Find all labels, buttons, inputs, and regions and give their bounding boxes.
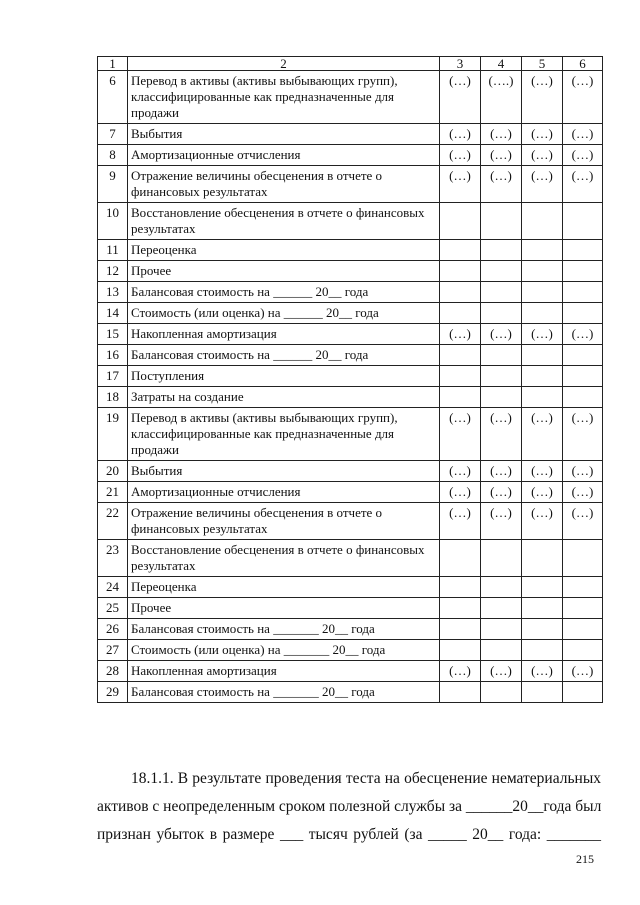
header-cell: 4 bbox=[481, 57, 522, 71]
table-row bbox=[98, 145, 603, 166]
value-cell: (…) bbox=[440, 408, 481, 461]
row-label: Стоимость (или оценка) на _______ 20__ года bbox=[128, 640, 440, 661]
row-label: Затраты на создание bbox=[128, 387, 440, 408]
table-row bbox=[98, 640, 603, 661]
value-cell bbox=[563, 282, 603, 303]
row-label: Перевод в активы (активы выбывающих групп), классифицированные как предназначенные для продажи bbox=[128, 71, 440, 124]
row-number: 26 bbox=[98, 619, 128, 640]
table-row bbox=[98, 282, 603, 303]
value-cell: (…) bbox=[481, 408, 522, 461]
value-cell: (….) bbox=[481, 71, 522, 124]
row-label: Стоимость (или оценка) на ______ 20__ года bbox=[128, 303, 440, 324]
value-cell bbox=[522, 640, 563, 661]
value-cell bbox=[563, 640, 603, 661]
row-number: 7 bbox=[98, 124, 128, 145]
intangible-assets-table bbox=[97, 56, 603, 703]
row-number: 24 bbox=[98, 577, 128, 598]
value-cell bbox=[440, 640, 481, 661]
value-cell bbox=[481, 682, 522, 703]
value-cell: (…) bbox=[522, 503, 563, 540]
value-cell: (…) bbox=[481, 461, 522, 482]
value-cell bbox=[481, 203, 522, 240]
row-number: 6 bbox=[98, 71, 128, 124]
value-cell bbox=[522, 366, 563, 387]
value-cell bbox=[481, 598, 522, 619]
row-number: 12 bbox=[98, 261, 128, 282]
row-label: Восстановление обесценения в отчете о финансовых результатах bbox=[128, 203, 440, 240]
header-cell: 5 bbox=[522, 57, 563, 71]
value-cell bbox=[522, 598, 563, 619]
value-cell bbox=[563, 240, 603, 261]
row-label: Накопленная амортизация bbox=[128, 324, 440, 345]
value-cell: (…) bbox=[522, 324, 563, 345]
table-row bbox=[98, 166, 603, 203]
value-cell bbox=[522, 261, 563, 282]
row-label: Отражение величины обесценения в отчете о финансовых результатах bbox=[128, 166, 440, 203]
value-cell bbox=[522, 303, 563, 324]
table-row bbox=[98, 540, 603, 577]
value-cell bbox=[440, 203, 481, 240]
row-label: Балансовая стоимость на ______ 20__ года bbox=[128, 282, 440, 303]
value-cell: (…) bbox=[481, 166, 522, 203]
row-label: Поступления bbox=[128, 366, 440, 387]
row-number: 27 bbox=[98, 640, 128, 661]
table-row bbox=[98, 482, 603, 503]
value-cell: (…) bbox=[440, 503, 481, 540]
value-cell: (…) bbox=[563, 71, 603, 124]
row-number: 23 bbox=[98, 540, 128, 577]
value-cell bbox=[563, 366, 603, 387]
value-cell: (…) bbox=[563, 661, 603, 682]
row-number: 20 bbox=[98, 461, 128, 482]
value-cell: (…) bbox=[440, 166, 481, 203]
value-cell bbox=[563, 577, 603, 598]
value-cell bbox=[563, 203, 603, 240]
value-cell: (…) bbox=[481, 503, 522, 540]
value-cell bbox=[440, 345, 481, 366]
value-cell bbox=[522, 240, 563, 261]
table-row bbox=[98, 324, 603, 345]
row-label: Перевод в активы (активы выбывающих групп), классифицированные как предназначенные для продажи bbox=[128, 408, 440, 461]
value-cell: (…) bbox=[522, 71, 563, 124]
row-number: 19 bbox=[98, 408, 128, 461]
value-cell: (…) bbox=[440, 661, 481, 682]
table-row bbox=[98, 261, 603, 282]
value-cell bbox=[440, 303, 481, 324]
row-label: Выбытия bbox=[128, 461, 440, 482]
value-cell: (…) bbox=[522, 482, 563, 503]
value-cell bbox=[563, 345, 603, 366]
paragraph-line-2: активов с неопределенным сроком полезной службы за ______20__года был bbox=[97, 798, 602, 815]
value-cell bbox=[481, 282, 522, 303]
value-cell: (…) bbox=[522, 145, 563, 166]
value-cell bbox=[522, 282, 563, 303]
value-cell: (…) bbox=[522, 124, 563, 145]
table-header-row bbox=[98, 57, 603, 71]
value-cell bbox=[481, 619, 522, 640]
value-cell bbox=[440, 540, 481, 577]
value-cell: (…) bbox=[440, 145, 481, 166]
value-cell: (…) bbox=[563, 503, 603, 540]
row-label: Прочее bbox=[128, 598, 440, 619]
table-row bbox=[98, 682, 603, 703]
value-cell bbox=[440, 598, 481, 619]
value-cell: (…) bbox=[440, 71, 481, 124]
row-number: 11 bbox=[98, 240, 128, 261]
row-number: 18 bbox=[98, 387, 128, 408]
row-label: Балансовая стоимость на _______ 20__ года bbox=[128, 619, 440, 640]
table-row bbox=[98, 387, 603, 408]
row-number: 29 bbox=[98, 682, 128, 703]
row-label: Переоценка bbox=[128, 577, 440, 598]
value-cell bbox=[563, 682, 603, 703]
table-row bbox=[98, 661, 603, 682]
value-cell bbox=[481, 366, 522, 387]
row-label: Отражение величины обесценения в отчете о финансовых результатах bbox=[128, 503, 440, 540]
value-cell bbox=[563, 619, 603, 640]
header-cell: 2 bbox=[128, 57, 440, 71]
table-row bbox=[98, 71, 603, 124]
value-cell: (…) bbox=[440, 482, 481, 503]
header-cell: 3 bbox=[440, 57, 481, 71]
row-number: 28 bbox=[98, 661, 128, 682]
value-cell: (…) bbox=[481, 145, 522, 166]
table-row bbox=[98, 577, 603, 598]
value-cell: (…) bbox=[522, 461, 563, 482]
table-row bbox=[98, 203, 603, 240]
value-cell bbox=[522, 682, 563, 703]
header-cell: 1 bbox=[98, 57, 128, 71]
value-cell: (…) bbox=[481, 661, 522, 682]
value-cell bbox=[440, 240, 481, 261]
value-cell bbox=[440, 282, 481, 303]
value-cell: (…) bbox=[563, 408, 603, 461]
value-cell: (…) bbox=[563, 482, 603, 503]
table-row bbox=[98, 461, 603, 482]
value-cell: (…) bbox=[563, 324, 603, 345]
value-cell: (…) bbox=[440, 124, 481, 145]
value-cell: (…) bbox=[563, 124, 603, 145]
value-cell bbox=[563, 598, 603, 619]
paragraph-line-3: признан убыток в размере ___ тысяч рублей (за _____ 20__ года: _______ bbox=[97, 826, 601, 843]
value-cell: (…) bbox=[440, 324, 481, 345]
row-label: Балансовая стоимость на _______ 20__ года bbox=[128, 682, 440, 703]
value-cell bbox=[522, 387, 563, 408]
value-cell: (…) bbox=[563, 461, 603, 482]
value-cell bbox=[481, 261, 522, 282]
value-cell bbox=[440, 619, 481, 640]
row-number: 22 bbox=[98, 503, 128, 540]
value-cell bbox=[522, 540, 563, 577]
value-cell bbox=[522, 345, 563, 366]
row-number: 15 bbox=[98, 324, 128, 345]
value-cell bbox=[481, 303, 522, 324]
row-number: 16 bbox=[98, 345, 128, 366]
row-label: Прочее bbox=[128, 261, 440, 282]
table-row bbox=[98, 240, 603, 261]
value-cell: (…) bbox=[522, 661, 563, 682]
value-cell: (…) bbox=[522, 166, 563, 203]
row-number: 9 bbox=[98, 166, 128, 203]
row-label: Накопленная амортизация bbox=[128, 661, 440, 682]
value-cell bbox=[440, 577, 481, 598]
table-row bbox=[98, 345, 603, 366]
value-cell: (…) bbox=[481, 324, 522, 345]
row-label: Выбытия bbox=[128, 124, 440, 145]
row-label: Восстановление обесценения в отчете о финансовых результатах bbox=[128, 540, 440, 577]
paragraph-line-1: 18.1.1. В результате проведения теста на обесценение нематериальных bbox=[131, 770, 601, 787]
value-cell: (…) bbox=[440, 461, 481, 482]
value-cell bbox=[481, 240, 522, 261]
table-row bbox=[98, 598, 603, 619]
value-cell bbox=[481, 640, 522, 661]
row-number: 10 bbox=[98, 203, 128, 240]
row-label: Балансовая стоимость на ______ 20__ года bbox=[128, 345, 440, 366]
value-cell bbox=[522, 203, 563, 240]
table-row bbox=[98, 124, 603, 145]
table-row bbox=[98, 408, 603, 461]
value-cell bbox=[481, 345, 522, 366]
row-label: Амортизационные отчисления bbox=[128, 145, 440, 166]
value-cell bbox=[481, 577, 522, 598]
row-number: 8 bbox=[98, 145, 128, 166]
value-cell bbox=[522, 577, 563, 598]
row-number: 21 bbox=[98, 482, 128, 503]
table-row bbox=[98, 366, 603, 387]
row-number: 17 bbox=[98, 366, 128, 387]
value-cell: (…) bbox=[522, 408, 563, 461]
table-row bbox=[98, 503, 603, 540]
value-cell bbox=[440, 261, 481, 282]
value-cell: (…) bbox=[481, 482, 522, 503]
value-cell bbox=[563, 261, 603, 282]
row-number: 13 bbox=[98, 282, 128, 303]
value-cell bbox=[563, 303, 603, 324]
value-cell: (…) bbox=[563, 145, 603, 166]
value-cell: (…) bbox=[563, 166, 603, 203]
value-cell bbox=[522, 619, 563, 640]
row-number: 14 bbox=[98, 303, 128, 324]
value-cell bbox=[481, 540, 522, 577]
value-cell: (…) bbox=[481, 124, 522, 145]
value-cell bbox=[440, 387, 481, 408]
row-number: 25 bbox=[98, 598, 128, 619]
page-number: 215 bbox=[576, 852, 594, 866]
row-label: Переоценка bbox=[128, 240, 440, 261]
value-cell bbox=[563, 540, 603, 577]
header-cell: 6 bbox=[563, 57, 603, 71]
value-cell bbox=[440, 366, 481, 387]
value-cell bbox=[481, 387, 522, 408]
value-cell bbox=[563, 387, 603, 408]
row-label: Амортизационные отчисления bbox=[128, 482, 440, 503]
table-row bbox=[98, 303, 603, 324]
table-row bbox=[98, 619, 603, 640]
value-cell bbox=[440, 682, 481, 703]
